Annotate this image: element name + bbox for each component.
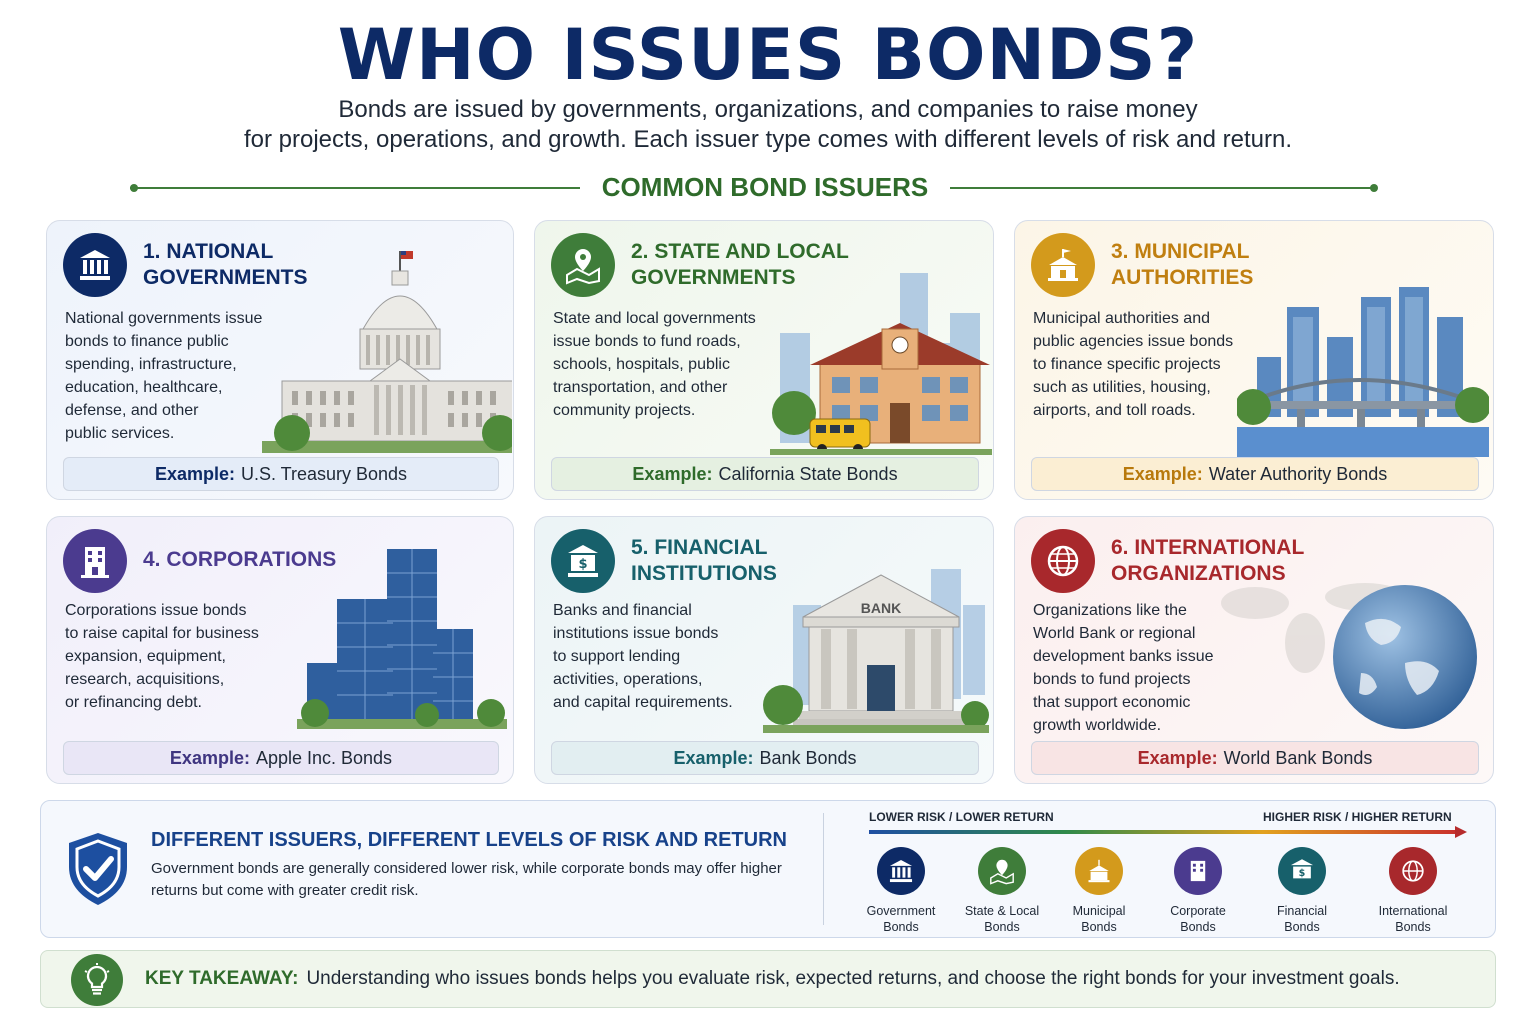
bank-building-icon xyxy=(63,233,127,297)
town-hall-icon xyxy=(1075,847,1123,895)
risk-title: DIFFERENT ISSUERS, DIFFERENT LEVELS OF RISK AND RETURN xyxy=(151,829,787,851)
issuer-heading: 6. INTERNATIONAL ORGANIZATIONS xyxy=(1111,536,1305,585)
office-building-icon xyxy=(63,529,127,593)
takeaway-text: KEY TAKEAWAY: Understanding who issues bonds helps you evaluate risk, expected returns, and choose the right bonds for your investment goals. xyxy=(145,968,1400,989)
issuer-heading: 2. STATE AND LOCAL GOVERNMENTS xyxy=(631,240,849,289)
issuer-example: Example: U.S. Treasury Bonds xyxy=(63,457,499,491)
high-risk-label: HIGHER RISK / HIGHER RETURN xyxy=(1263,810,1452,824)
school-illustration xyxy=(770,263,992,455)
svg-text:$: $ xyxy=(578,557,588,572)
globe-icon xyxy=(1389,847,1437,895)
subtitle-line-1: Bonds are issued by governments, organizations, and companies to raise money xyxy=(338,96,1198,123)
bank-building-icon xyxy=(877,847,925,895)
issuer-example: Example: Bank Bonds xyxy=(551,741,979,775)
scale-item-international: International Bonds xyxy=(1363,847,1463,935)
map-pin-icon xyxy=(978,847,1026,895)
office-building-icon xyxy=(1174,847,1222,895)
issuer-card-national xyxy=(46,220,514,500)
scale-item-state-local: State & Local Bonds xyxy=(952,847,1052,935)
risk-return-panel xyxy=(40,800,1496,938)
panel-divider xyxy=(823,813,824,925)
low-risk-label: LOWER RISK / LOWER RETURN xyxy=(869,810,1054,824)
lightbulb-icon xyxy=(71,954,123,1006)
issuer-example: Example: Water Authority Bonds xyxy=(1031,457,1479,491)
issuer-description: Organizations like the World Bank or regional development banks issue bonds to fund projects that support economic growth worldwide. xyxy=(1033,602,1214,734)
bank-sign: BANK xyxy=(860,600,902,616)
svg-text:$: $ xyxy=(1298,868,1306,880)
corporate-tower-illustration xyxy=(297,543,507,733)
capitol-building-illustration xyxy=(262,241,512,453)
issuer-heading: 5. FINANCIAL INSTITUTIONS xyxy=(631,536,777,585)
issuer-example: Example: California State Bonds xyxy=(551,457,979,491)
scale-item-municipal: Municipal Bonds xyxy=(1049,847,1149,935)
map-pin-icon xyxy=(551,233,615,297)
issuer-description: Municipal authorities and public agencies issue bonds to finance specific projects such as utilities, housing, airports, and toll roads. xyxy=(1033,310,1234,419)
key-takeaway-banner xyxy=(40,950,1496,1008)
scale-item-financial: $ Financial Bonds xyxy=(1252,847,1352,935)
issuer-card-state-local xyxy=(534,220,994,500)
issuer-heading: 4. CORPORATIONS xyxy=(143,548,337,571)
section-label: COMMON BOND ISSUERS xyxy=(601,172,929,202)
globe-illustration xyxy=(1215,573,1489,733)
shield-check-icon xyxy=(63,829,133,909)
page-subtitle xyxy=(0,95,1536,155)
arrow-head-icon xyxy=(1455,826,1467,838)
risk-gradient-arrow xyxy=(869,830,1459,834)
page-title: WHO ISSUES BONDS? xyxy=(337,14,1199,96)
scale-item-government: Government Bonds xyxy=(851,847,951,935)
divider-dot-right xyxy=(1370,184,1378,192)
issuer-card-corporations xyxy=(46,516,514,784)
issuer-example: Example: World Bank Bonds xyxy=(1031,741,1479,775)
issuer-example: Example: Apple Inc. Bonds xyxy=(63,741,499,775)
subtitle-line-2: for projects, operations, and growth. Each issuer type comes with different levels of risk and return. xyxy=(243,126,1293,153)
risk-description: Government bonds are generally considered lower risk, while corporate bonds may offer higher returns but come with greater credit risk. xyxy=(151,860,782,899)
divider-line-right xyxy=(950,187,1375,189)
divider-dot-left xyxy=(130,184,138,192)
issuer-description: Banks and financial institutions issue bonds to support lending activities, operations, and capital requirements. xyxy=(553,602,733,711)
town-hall-icon xyxy=(1031,233,1095,297)
scale-item-corporate: Corporate Bonds xyxy=(1148,847,1248,935)
issuer-description: State and local governments issue bonds to fund roads, schools, hospitals, public transportation, and other community projects. xyxy=(553,310,756,419)
divider-line-left xyxy=(130,187,580,189)
issuer-heading: 3. MUNICIPAL AUTHORITIES xyxy=(1111,240,1254,289)
dollar-bank-icon xyxy=(1278,847,1326,895)
globe-icon xyxy=(1031,529,1095,593)
bank-illustration xyxy=(763,565,989,733)
issuer-description: Corporations issue bonds to raise capital for business expansion, equipment, research, acquisitions, or refinancing debt. xyxy=(65,602,259,711)
dollar-bank-icon xyxy=(551,529,615,593)
issuer-card-municipal xyxy=(1014,220,1494,500)
issuer-description: National governments issue bonds to finance public spending, infrastructure, education, healthcare, defense, and other public services. xyxy=(65,310,263,442)
section-header xyxy=(130,172,1380,206)
issuer-heading: 1. NATIONAL GOVERNMENTS xyxy=(143,240,308,289)
issuer-card-international xyxy=(1014,516,1494,784)
city-bridge-illustration xyxy=(1237,277,1489,457)
issuer-card-financial xyxy=(534,516,994,784)
